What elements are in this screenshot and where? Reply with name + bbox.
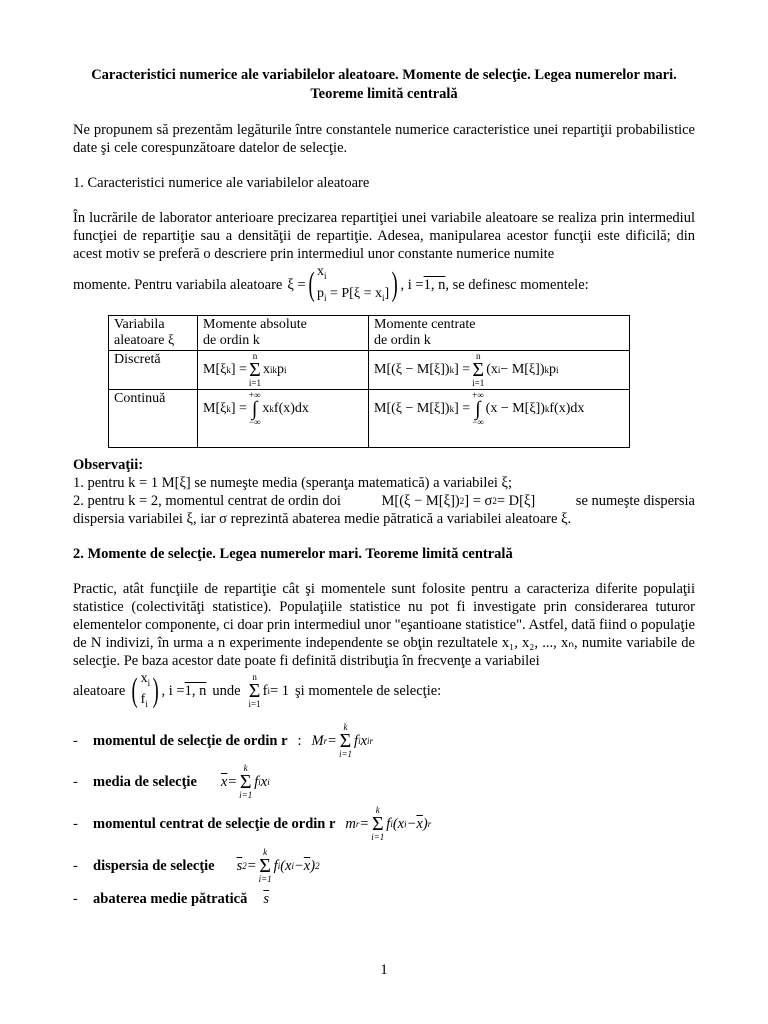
moment-r-formula: M r = k Σ i=1 f i x i r <box>311 722 374 760</box>
table-header-absolute <box>198 315 369 350</box>
discrete-centered-formula: M[(ξ − M[ξ]) k ] = n Σ i=1 (x i − M[ξ]) k p i <box>369 350 630 389</box>
centered-moment-formula: m r = k Σ i=1 f i (x i − $\overline{x}$ ) r <box>345 805 432 843</box>
page-title: Caracteristici numerice ale variabilelor aleatoare. Momente de selecţie. Legea numerelor mari. Teoreme limită centrală <box>91 67 677 102</box>
table-header-variable: Variabila aleatoare ξ <box>109 315 198 350</box>
document-page <box>73 66 695 911</box>
xi-definition-formula: ξ = ( $x_i$ $p_i = P[\xi = x_i]$ ) , i = 1, n <box>287 264 446 303</box>
section1-tail <box>73 263 695 307</box>
section2-heading: 2. Momente de selecţie. Legea numerelor mari. Teoreme limită centrală <box>73 545 513 562</box>
list-item <box>73 803 695 845</box>
list-dash: - <box>73 774 78 791</box>
section2-tail-mid: unde <box>212 683 241 700</box>
list-item <box>73 845 695 887</box>
dispersion-formula: M[(ξ − M[ξ]) 2 ] = σ 2 = D[ξ] <box>381 492 536 509</box>
discrete-absolute-formula: M[ξ k ] = n Σ i=1 x i k p i <box>198 350 369 389</box>
section2-tail-before: aleatoare <box>73 683 126 700</box>
section2-paragraph: Practic, atât funcţiile de repartiţie cât şi momentele sunt folosite pentru a caracteriza diferite populaţii statistice (colectivităţi statistice). Populaţiile statistice nu pot fi investigate prin considerarea tuturor elementelor componente, ci doar prin intermediul unor "eşantioane statistice". Astfel, dată fiind o populaţie de N indivizi, în urma a n experimente independente se obţin rezultatele x₁, x₂, ..., xₙ, numite variabile de selecţie. Pe baza acestor date poate fi definită distribuţia în frecvenţe a variabilei <box>73 580 695 669</box>
intro-paragraph: Ne propunem să prezentăm legăturile între constantele numerice caracteristice unei repartiţii probabilistice date şi cele corespunzătoare datelor de selecţie. <box>73 122 695 156</box>
table-row <box>109 350 630 389</box>
section1-tail-before: momente. Pentru variabila aleatoare <box>73 276 283 293</box>
list-dash: - <box>73 891 78 908</box>
continuous-centered-formula: M[(ξ − M[ξ]) k ] = +∞ ∫ −∞ (x − M[ξ]) k f(x)dx <box>369 389 630 447</box>
frequency-distribution-formula: ( $x_i$ $f_i$ ) , i = 1, n <box>131 670 207 710</box>
table-header-absolute-line2: de ordin k <box>203 332 260 348</box>
item-label: momentul de selecţie de ordin r <box>93 733 288 750</box>
page-number: 1 <box>380 962 388 978</box>
continuous-absolute-formula: M[ξ k ] = +∞ ∫ −∞ x k f(x)dx <box>198 389 369 447</box>
list-dash: - <box>73 816 78 833</box>
observation-2-cont: dispersia variabilei ξ, iar σ reprezintă abaterea medie pătratică a variabilei aleatoare ξ. <box>73 510 572 527</box>
observation-2-end: se numeşte dispersia <box>575 492 695 509</box>
section1-paragraph: În lucrările de laborator anterioare precizarea repartiţiei unei variabile aleatoare se realiza prin intermediul funcţiei de repartiţie sau a densităţii de repartiţie. Adesea, manipularea acestor funcţii este dificilă; din acest motiv se preferă o descriere prin intermediul unor constante numerice numite <box>73 210 695 262</box>
item-suffix: : <box>297 733 302 750</box>
list-item <box>73 721 695 761</box>
table-header-centered-line1: Momente centrate <box>374 316 476 332</box>
observation-2-start: 2. pentru k = 2, momentul centrat de ordin doi <box>73 492 341 509</box>
frequency-sum-formula: n Σ i=1 f i = 1 <box>248 672 290 710</box>
table-header-absolute-line1: Momente absolute <box>203 316 307 332</box>
item-label: abaterea medie pătratică <box>93 891 248 908</box>
list-dash: - <box>73 733 78 750</box>
table-row <box>109 389 630 447</box>
table-row <box>109 315 630 350</box>
list-dash: - <box>73 858 78 875</box>
sample-mean-formula: $\overline{x}$ = k Σ i=1 f i x i <box>220 763 270 801</box>
list-item <box>73 887 695 911</box>
item-label: dispersia de selecţie <box>93 858 215 875</box>
table-header-centered-line2: de ordin k <box>374 332 431 348</box>
observatii-heading: Observaţii: <box>73 456 144 473</box>
std-deviation-formula: $\overline{s}$ <box>263 891 270 908</box>
section1-tail-after: , se definesc momentele: <box>445 276 589 293</box>
moments-table <box>108 315 630 448</box>
table-row-discrete-label: Discretă <box>109 350 198 389</box>
section2-tail <box>73 670 695 714</box>
observation-1: 1. pentru k = 1 M[ξ] se numeşte media (speranţa matematică) a variabilei ξ; <box>73 474 513 491</box>
table-row-continuous-label: Continuă <box>109 389 198 447</box>
section2-tail-after: şi momentele de selecţie: <box>295 683 442 700</box>
item-label: media de selecţie <box>93 774 197 791</box>
observation-2 <box>73 492 695 510</box>
table-header-centered <box>369 315 630 350</box>
section1-heading: 1. Caracteristici numerice ale variabilelor aleatoare <box>73 175 370 191</box>
item-label: momentul centrat de selecţie de ordin r <box>93 816 336 833</box>
list-item <box>73 761 695 803</box>
sample-dispersion-formula: $\overline{s}$ 2 = k Σ i=1 f i (x i − $\overline{x}$ ) 2 <box>236 847 320 885</box>
